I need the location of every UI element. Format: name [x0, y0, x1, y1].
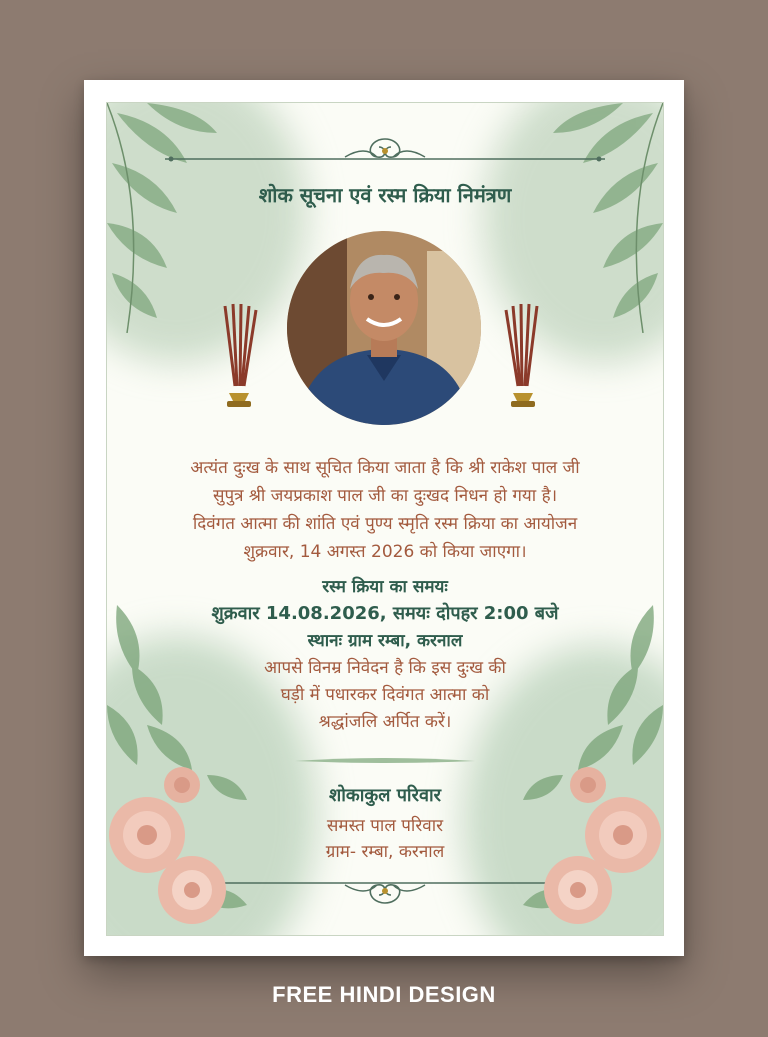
page-title: शोक सूचना एवं रस्म क्रिया निमंत्रण: [258, 183, 512, 207]
rose-icon: [513, 605, 663, 935]
message-line: सुपुत्र श्री जयप्रकाश पाल जी का दुःखद निधन हो गया है।: [212, 486, 558, 506]
request-line: घड़ी में पधारकर दिवंगत आत्मा को: [280, 685, 490, 705]
family-address: ग्राम- रम्बा, करनाल: [325, 842, 445, 862]
incense-stick-icon: [499, 301, 547, 413]
message-block: [107, 454, 663, 566]
message-line: अत्यंत दुःख के साथ सूचित किया जाता है कि श्री राकेश पाल जी: [190, 458, 580, 478]
family-heading: शोकाकुल परिवार: [329, 785, 441, 806]
divider: [295, 753, 475, 769]
footer-label: FREE HINDI DESIGN: [272, 982, 496, 1007]
condolence-card: [84, 80, 684, 956]
schedule-datetime: शुक्रवार 14.08.2026, समयः दोपहर 2:00 बजे: [211, 603, 559, 624]
family-name: समस्त पाल परिवार: [326, 816, 444, 836]
message-line: शुक्रवार, 14 अगस्त 2026 को किया जाएगा।: [243, 542, 527, 562]
incense-stick-icon: [215, 301, 263, 413]
schedule-heading: रस्म क्रिया का समयः: [322, 577, 448, 597]
request-line: आपसे विनम्र निवेदन है कि इस दुःख की: [264, 658, 506, 678]
request-line: श्रद्धांजलि अर्पित करें।: [318, 712, 452, 732]
card-inner: [106, 102, 664, 936]
ornament-icon: [165, 131, 605, 171]
ornament-icon: [205, 875, 565, 909]
schedule-venue: स्थानः ग्राम रम्बा, करनाल: [307, 631, 463, 651]
rose-icon: [107, 605, 257, 935]
memorial-photo: [287, 231, 481, 425]
message-line: दिवंगत आत्मा की शांति एवं पुण्य स्मृति रस्म क्रिया का आयोजन: [192, 514, 578, 534]
